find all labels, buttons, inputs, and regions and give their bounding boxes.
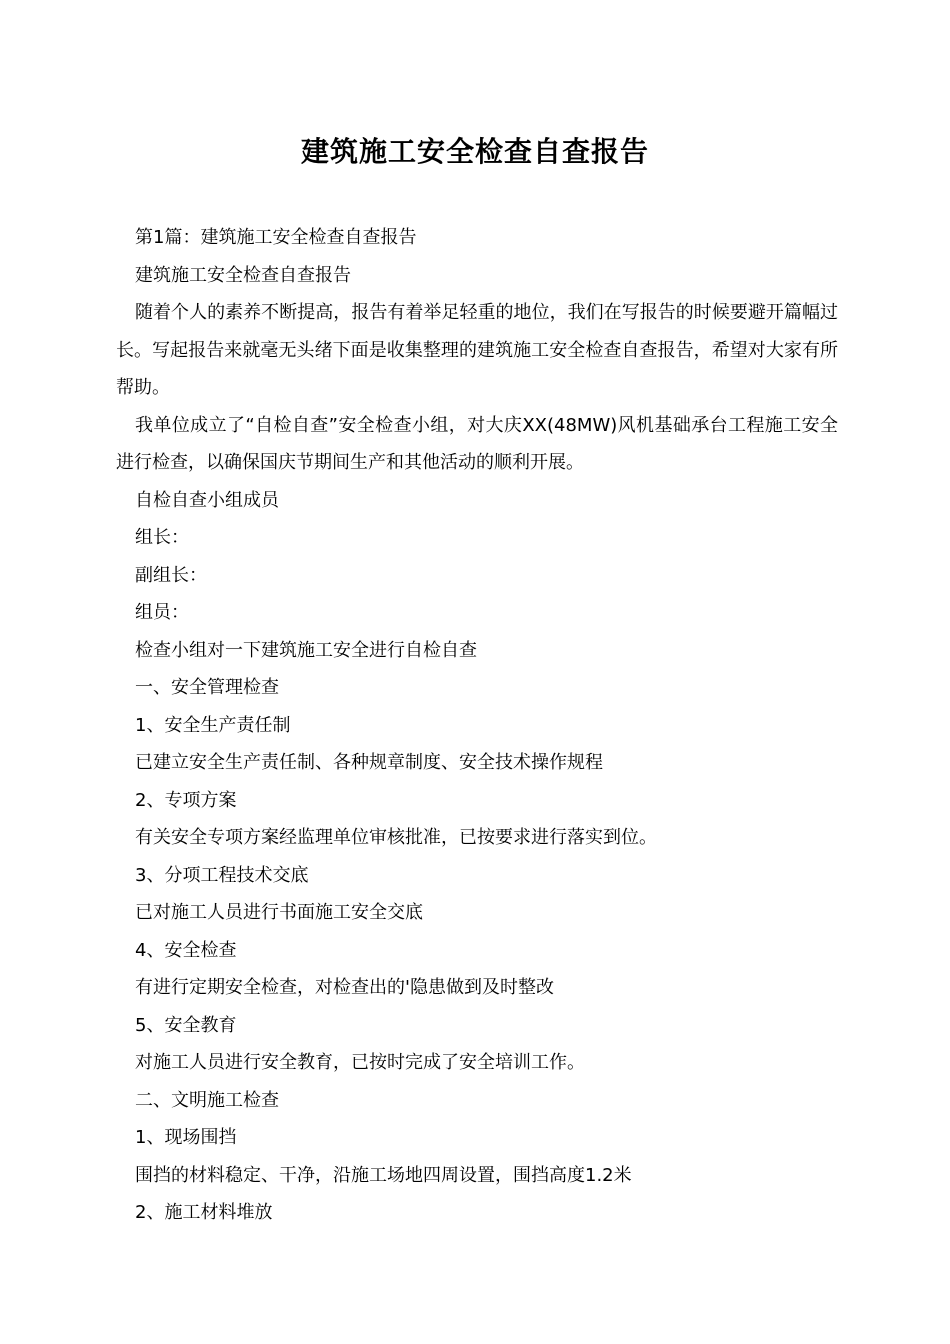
- paragraph-4: 我单位成立了“自检自查”安全检查小组，对大庆XX(48MW)风机基础承台工程施工安全进行检查，以确保国庆节期间生产和其他活动的顺利开展。: [116, 414, 838, 473]
- subheading-1-2: 2、专项方案: [135, 789, 237, 811]
- subheading-1-5: 5、安全教育: [135, 1014, 237, 1036]
- paragraph-7: 副组长：: [135, 564, 207, 586]
- paragraph-12: 已建立安全生产责任制、各种规章制度、安全技术操作规程: [135, 752, 603, 773]
- paragraph-2: 建筑施工安全检查自查报告: [135, 264, 351, 286]
- paragraph-9: 检查小组对一下建筑施工安全进行自检自查: [135, 639, 477, 661]
- document-body: [116, 219, 838, 1232]
- subheading-2-1: 1、现场围挡: [135, 1127, 237, 1148]
- paragraph-20: 对施工人员进行安全教育，已按时完成了安全培训工作。: [135, 1052, 585, 1073]
- section-heading-1: 一、安全管理检查: [135, 677, 279, 698]
- paragraph-23: 围挡的材料稳定、干净，沿施工场地四周设置，围挡高度1.2米: [135, 1164, 632, 1186]
- subheading-1-4: 4、安全检查: [135, 939, 237, 961]
- subheading-1-1: 1、安全生产责任制: [135, 714, 291, 736]
- paragraph-14: 有关安全专项方案经监理单位审核批准，已按要求进行落实到位。: [135, 827, 657, 848]
- paragraph-1: 第1篇：建筑施工安全检查自查报告: [135, 227, 417, 248]
- subheading-1-3: 3、分项工程技术交底: [135, 864, 309, 886]
- paragraph-6: 组长：: [135, 527, 189, 548]
- paragraph-16: 已对施工人员进行书面施工安全交底: [135, 902, 423, 923]
- paragraph-5: 自检自查小组成员: [135, 489, 279, 511]
- paragraph-8: 组员：: [135, 602, 189, 623]
- subheading-2-2: 2、施工材料堆放: [135, 1202, 273, 1223]
- paragraph-18: 有进行定期安全检查，对检查出的'隐患做到及时整改: [135, 977, 554, 998]
- section-heading-2: 二、文明施工检查: [135, 1089, 279, 1111]
- document-title: 建筑施工安全检查自查报告: [300, 135, 649, 168]
- paragraph-3: 随着个人的素养不断提高，报告有着举足轻重的地位，我们在写报告的时候要避开篇幅过长。写起报告来就毫无头绪下面是收集整理的建筑施工安全检查自查报告，希望对大家有所帮助。: [116, 302, 838, 398]
